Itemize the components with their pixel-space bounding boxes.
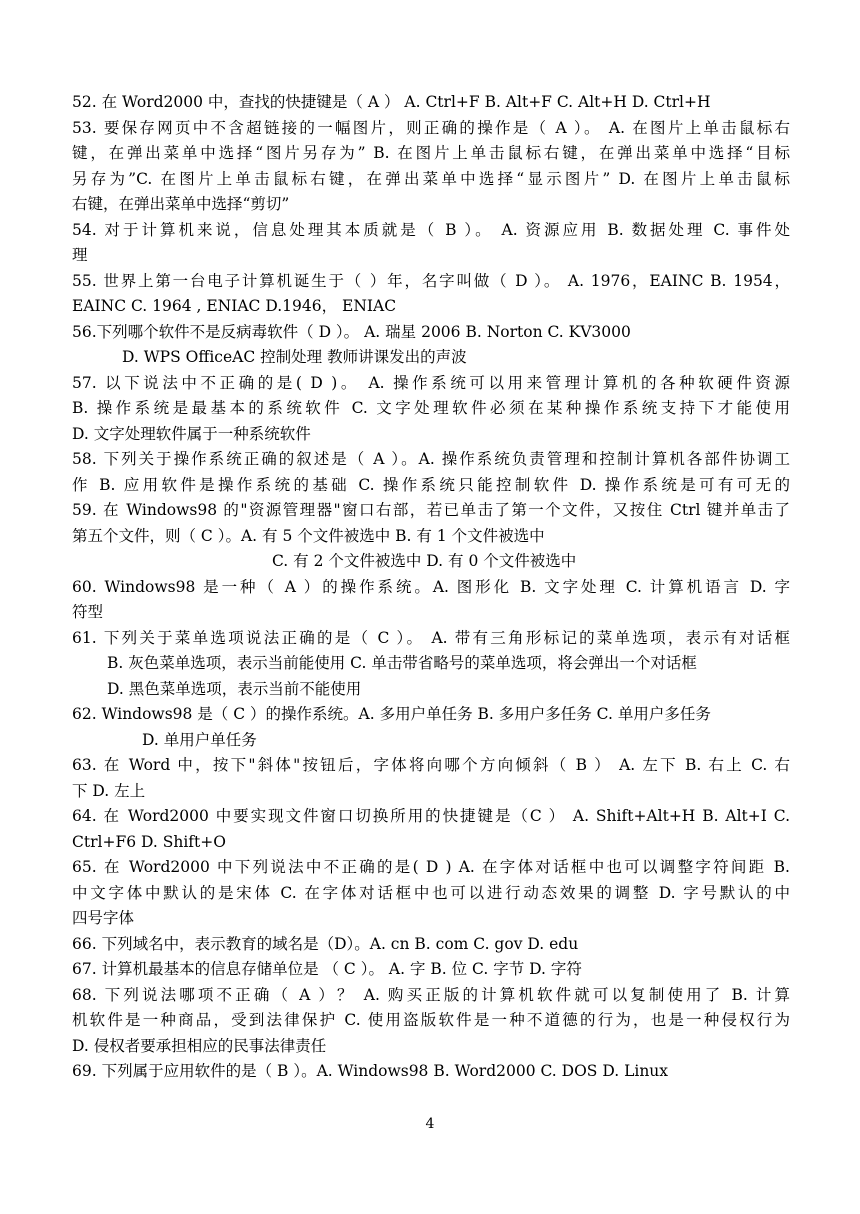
text-line: 64. 在 Word2000 中要实现文件窗口切换所用的快捷键是（C ） A. Shift+Alt+H B. Alt+I C. <box>72 807 790 825</box>
page-number: 4 <box>425 1116 435 1132</box>
text-line: D. 侵权者要承担相应的民事法律责任 <box>72 1036 327 1055</box>
text-line: 57. 以下说法中不正确的是( D )。 A. 操作系统可以用来管理计算机的各种软硬件资源 <box>72 373 790 392</box>
text-line: 68. 下列说法哪项不正确（ A ）？ A. 购买正版的计算机软件就可以复制使用了 B. 计算 <box>72 985 790 1004</box>
text-line: 65. 在 Word2000 中下列说法中不正确的是( D ) A. 在字体对话框中也可以调整字符间距 B. <box>72 858 790 876</box>
text-line: D. WPS OfficeAC 控制处理 教师讲课发出的声波 <box>122 348 467 366</box>
text-line: 69. 下列属于应用软件的是（ B ）。A. Windows98 B. Word2000 C. DOS D. Linux <box>72 1062 669 1080</box>
text-line: 53. 要保存网页中不含超链接的一幅图片，则正确的操作是（ A ）。 A. 在图片上单击鼠标右 <box>72 118 790 137</box>
text-line: EAINC C. 1964 , ENIAC D.1946， ENIAC <box>72 297 397 315</box>
document-body <box>72 90 790 1085</box>
text-line: C. 有 2 个文件被选中 D. 有 0 个文件被选中 <box>272 552 577 570</box>
text-line: 59. 在 Windows98 的"资源管理器"窗口右部，若已单击了第一个文件，又按住 Ctrl 键并单击了 <box>72 501 790 519</box>
text-line: D. 单用户单任务 <box>142 730 257 749</box>
text-line: 另存为”C. 在图片上单击鼠标右键，在弹出菜单中选择“显示图片” D. 在图片上单击鼠标 <box>72 169 790 188</box>
text-line: 第五个文件，则（ C ）。A. 有 5 个文件被选中 B. 有 1 个文件被选中 <box>72 526 545 545</box>
text-line: D. 黑色菜单选项，表示当前不能使用 <box>107 679 362 698</box>
text-line: 中文字体中默认的是宋体 C. 在字体对话框中也可以进行动态效果的调整 D. 字号默认的中 <box>72 883 790 902</box>
text-line: 作 B. 应用软件是操作系统的基础 C. 操作系统只能控制软件 D. 操作系统是可有可无的 <box>72 475 790 494</box>
text-line: 67. 计算机最基本的信息存储单位是 （ C ）。 A. 字 B. 位 C. 字节 D. 字符 <box>72 960 582 978</box>
text-line: 52. 在 Word2000 中，查找的快捷键是（ A ） A. Ctrl+F B. Alt+F C. Alt+H D. Ctrl+H <box>72 93 711 111</box>
text-line: 下 D. 左上 <box>72 781 146 800</box>
text-line: 66. 下列域名中，表示教育的域名是（D）。A. cn B. com C. gov D. edu <box>72 934 579 953</box>
text-line: 机软件是一种商品，受到法律保护 C. 使用盗版软件是一种不道德的行为，也是一种侵权行为 <box>72 1011 790 1029</box>
text-line: 理 <box>72 246 88 264</box>
text-line: D. 文字处理软件属于一种系统软件 <box>72 424 311 443</box>
text-line: 四号字体 <box>72 909 135 927</box>
text-line: 58. 下列关于操作系统正确的叙述是（ A ）。A. 操作系统负责管理和控制计算机各部件协调工 <box>72 450 790 468</box>
text-line: 56.下列哪个软件不是反病毒软件（ D ）。 A. 瑞星 2006 B. Norton C. KV3000 <box>72 322 631 341</box>
text-line: 符型 <box>72 603 104 621</box>
text-line: 61. 下列关于菜单选项说法正确的是（ C ）。 A. 带有三角形标记的菜单选项，表示有对话框 <box>72 628 790 647</box>
text-line: B. 操作系统是最基本的系统软件 C. 文字处理软件必须在某种操作系统支持下才能使用 <box>72 399 790 417</box>
text-line: 60. Windows98 是一种（ A ）的操作系统。A. 图形化 B. 文字处理 C. 计算机语言 D. 字 <box>72 577 790 596</box>
text-line: Ctrl+F6 D. Shift+O <box>72 832 226 851</box>
text-line: B. 灰色菜单选项，表示当前能使用 C. 单击带省略号的菜单选项，将会弹出一个对话框 <box>107 654 697 672</box>
text-line: 55. 世界上第一台电子计算机诞生于（ ）年，名字叫做（ D ）。 A. 1976，EAINC B. 1954， <box>72 271 790 290</box>
text-line: 62. Windows98 是（ C ）的操作系统。A. 多用户单任务 B. 多用户多任务 C. 单用户多任务 <box>72 705 711 723</box>
text-line: 63. 在 Word 中，按下"斜体"按钮后，字体将向哪个方向倾斜（ B ） A. 左下 B. 右上 C. 右 <box>72 756 790 774</box>
text-line: 右键，在弹出菜单中选择“剪切” <box>72 195 290 213</box>
text-line: 54. 对于计算机来说，信息处理其本质就是（ B ）。 A. 资源应用 B. 数据处理 C. 事件处 <box>72 220 790 239</box>
text-line: 键，在弹出菜单中选择“图片另存为” B. 在图片上单击鼠标右键，在弹出菜单中选择“目标 <box>72 144 790 162</box>
